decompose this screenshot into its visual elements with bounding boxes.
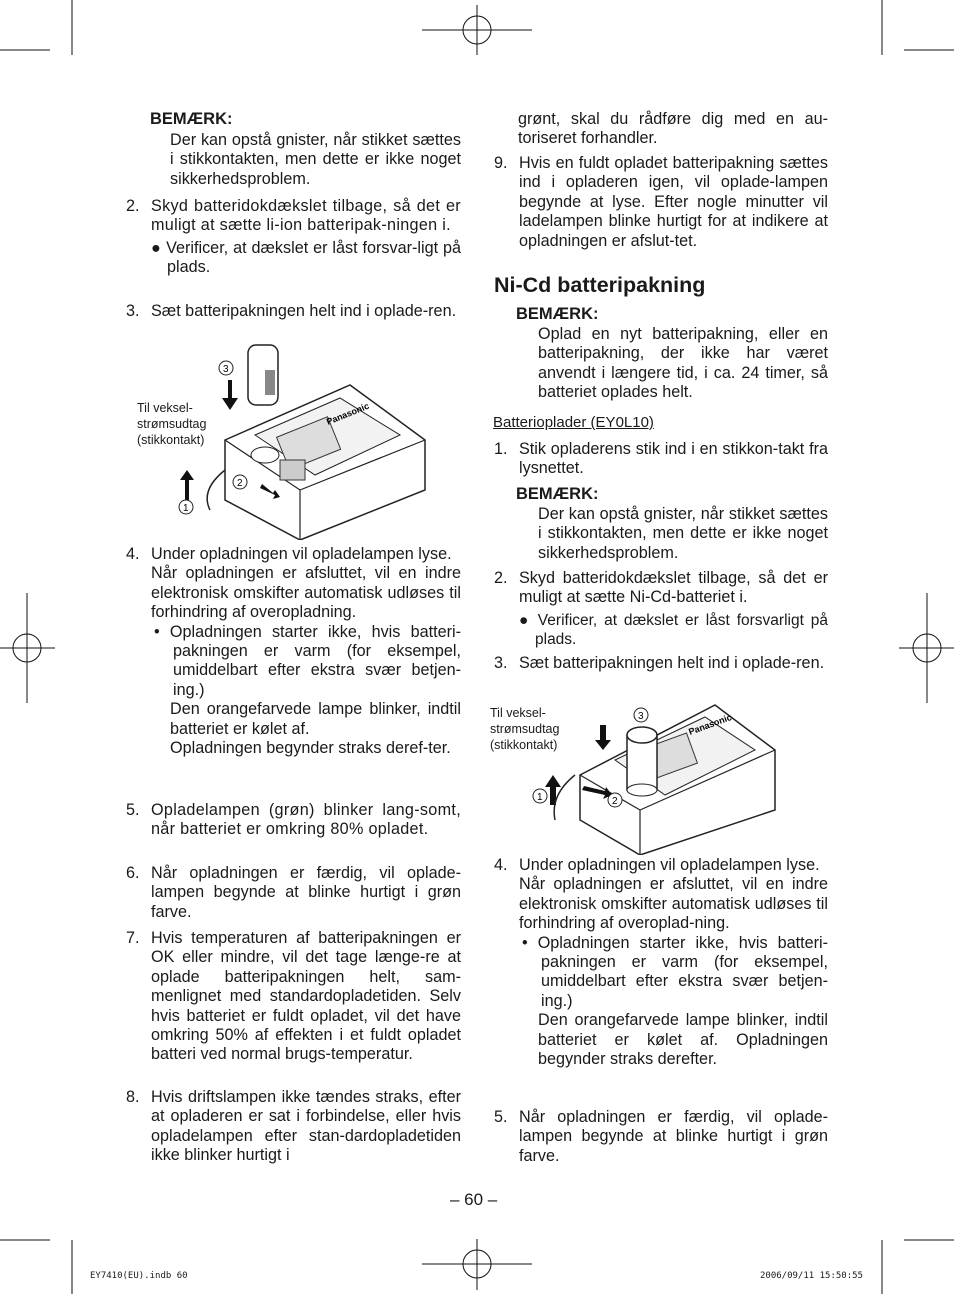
note-text: Der kan opstå gnister, når stikket sættes i stikkontakten, men dette er ikke noget sikkerhedsproblem. xyxy=(538,505,828,562)
bullet-text: • Opladningen starter ikke, hvis batteri-pakningen er varm (for eksempel, umiddelbart efter ekstra svær betjen-ing.) xyxy=(522,933,828,1010)
step-text: Under opladningen vil opladelampen lyse. xyxy=(151,545,452,563)
callout-1: 1 xyxy=(183,503,189,514)
step-text: Opladelampen (grøn) blinker lang-somt, når batteriet er omkring 80% opladet. xyxy=(151,801,461,839)
step-number: 3. xyxy=(126,302,140,320)
bullet-text: Den orangefarvede lampe blinker, indtil batteriet er kølet af. Opladningen begynder straks derefter. xyxy=(538,1011,828,1069)
outlet-label: Til veksel-strømsudtag (stikkontakt) xyxy=(137,401,207,447)
list-item xyxy=(126,545,461,758)
step-number: 2. xyxy=(494,569,508,587)
list-item xyxy=(126,801,461,840)
step-text: Stik opladerens stik ind i en stikkon-takt fra lysnettet. xyxy=(519,440,828,478)
list-item xyxy=(494,440,828,479)
step-number: 1. xyxy=(494,440,508,458)
step-text: Hvis temperaturen af batteripakningen er OK eller mindre, vil det tage længe-re at oplade batteripakningen helt, sam-menlignet med standardopladetiden. Selv hvis batteriet er fuldt opladet, vil det have omkring 50% af effekten i et fuldt opladet batteri ved normal brugs-temperatur. xyxy=(151,929,461,1064)
continued-text: grønt, skal du rådføre dig med en au-toriseret forhandler. xyxy=(518,110,828,148)
list-item xyxy=(494,569,828,650)
step-number: 5. xyxy=(126,801,140,819)
step-number: 7. xyxy=(126,929,140,947)
charger-model-label: Batterioplader (EY0L10) xyxy=(493,414,654,431)
step-number: 9. xyxy=(494,154,508,172)
callout-3: 3 xyxy=(638,711,644,722)
callout-1: 1 xyxy=(537,792,543,803)
list-item xyxy=(494,154,828,251)
step-number: 5. xyxy=(494,1108,508,1126)
note-text: Der kan opstå gnister, når stikket sættes i stikkontakten, men dette er ikke noget sikkerhedsproblem. xyxy=(170,131,461,188)
list-item xyxy=(494,856,828,1069)
section-heading: Ni-Cd batteripakning xyxy=(494,273,706,297)
bullet-text: ● Verificer, at dækslet er låst forsvar-ligt på plads. xyxy=(151,238,461,277)
step-text: Skyd batteridokdækslet tilbage, så det er muligt at sætte li-ion batteripak-ningen i. xyxy=(151,197,461,235)
step-number: 4. xyxy=(126,545,140,563)
callout-3: 3 xyxy=(223,364,229,375)
footer-timestamp: 2006/09/11 15:50:55 xyxy=(760,1271,863,1281)
step-text: Sæt batteripakningen helt ind i oplade-ren. xyxy=(519,654,825,672)
step-number: 6. xyxy=(126,864,140,882)
step-text: Under opladningen vil opladelampen lyse. xyxy=(519,856,820,874)
bullet-text: • Opladningen starter ikke, hvis batteri-pakningen er varm (for eksempel, umiddelbart efter ekstra svær betjen-ing.) xyxy=(154,622,461,699)
bullet-text: ● Verificer, at dækslet er låst forsvarligt på plads. xyxy=(519,611,828,649)
list-item xyxy=(126,864,461,922)
brand-logo: Panasonic xyxy=(325,400,371,427)
step-text: Hvis driftslampen ikke tændes straks, efter at opladeren er sat i forbindelse, eller hvis opladelampen efter stan-dardopladetiden ikke blinker hurtigt i xyxy=(151,1088,461,1165)
list-item xyxy=(126,929,461,1065)
step-text: Når opladningen er færdig, vil oplade-lampen begynde at blinke hurtigt i grøn farve. xyxy=(519,1108,828,1165)
step-number: 2. xyxy=(126,197,140,215)
step-number: 4. xyxy=(494,856,508,874)
note-text: Oplad en nyt batteripakning, eller en batteripakning, der ikke har været anvendt i længere tid, i ca. 24 timer, så batteriet oplades helt. xyxy=(538,325,828,402)
charger-illustration xyxy=(530,695,780,855)
step-number: 3. xyxy=(494,654,508,672)
outlet-label: Til veksel-strømsudtag (stikkontakt) xyxy=(490,706,560,752)
list-item xyxy=(126,197,461,278)
bullet-text: Den orangefarvede lampe blinker, indtil batteriet er kølet af. xyxy=(170,700,461,738)
list-item xyxy=(126,1088,461,1166)
charger-illustration xyxy=(170,340,430,540)
list-item xyxy=(494,654,828,673)
page-number: – 60 – xyxy=(450,1190,498,1209)
bullet-text: Opladningen begynder straks deref-ter. xyxy=(170,739,451,758)
step-text: Når opladningen er afsluttet, vil en indre elektronisk omskifter automatisk udløses til forhindring af overopladning. xyxy=(151,564,461,622)
step-number: 8. xyxy=(126,1088,140,1106)
step-text: Skyd batteridokdækslet tilbage, så det er muligt at sætte Ni-Cd-batteriet i. xyxy=(519,569,828,607)
footer-file: EY7410(EU).indb 60 xyxy=(90,1271,188,1281)
note-heading: BEMÆRK: xyxy=(516,485,599,503)
callout-2: 2 xyxy=(237,478,243,489)
note-heading: BEMÆRK: xyxy=(150,110,233,128)
list-item xyxy=(494,1108,828,1166)
step-text: Når opladningen er afsluttet, vil en indre elektronisk omskifter automatisk udløses til forhindring af overoplad-ning. xyxy=(519,875,828,933)
step-text: Sæt batteripakningen helt ind i oplade-ren. xyxy=(151,302,457,320)
step-text: Hvis en fuldt opladet batteripakning sættes ind i opladeren igen, vil oplade-lampen begynde at lyse. Efter nogle minutter vil ladelampen blinke hurtigt for at indikere at opladningen er afslut-tet. xyxy=(519,154,828,250)
callout-2: 2 xyxy=(612,796,618,807)
step-text: Når opladningen er færdig, vil oplade-lampen begynde at blinke hurtigt i grøn farve. xyxy=(151,864,461,921)
note-heading: BEMÆRK: xyxy=(516,305,599,323)
list-item xyxy=(126,302,461,321)
brand-logo: Panasonic xyxy=(687,712,733,737)
